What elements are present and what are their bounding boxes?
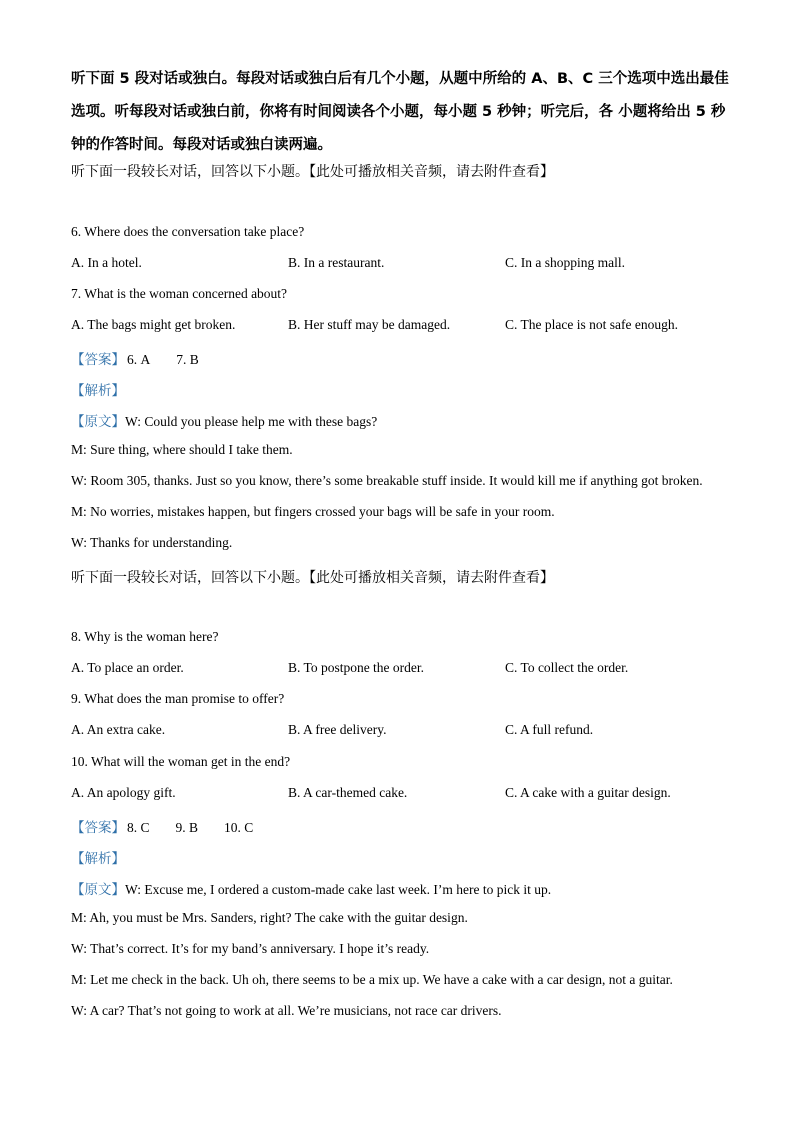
answer-9: 9. B xyxy=(175,820,199,835)
question-6-stem: 6. Where does the conversation take place? xyxy=(71,224,305,239)
section2-transcript-line-2: M: Ah, you must be Mrs. Sanders, right? The cake with the guitar design. xyxy=(71,910,468,925)
section1-transcript-line-4: M: No worries, mistakes happen, but fingers crossed your bags will be safe in your room. xyxy=(71,504,555,519)
section2-analysis xyxy=(71,847,125,868)
question-9-option-c: C. A full refund. xyxy=(505,722,594,737)
transcript-text: W: Could you please help me with these bags? xyxy=(125,414,378,429)
question-7-option-c: C. The place is not safe enough. xyxy=(505,317,678,332)
section1-answers xyxy=(71,348,199,368)
question-6-option-a: A. In a hotel. xyxy=(71,255,142,270)
answer-label: 【答案】 xyxy=(71,352,125,368)
section1-analysis xyxy=(71,379,125,400)
section1-intro: 听下面一段较长对话，回答以下小题。【此处可播放相关音频，请去附件查看】 xyxy=(71,164,554,180)
question-8-option-c: C. To collect the order. xyxy=(505,660,629,675)
question-6-option-b: B. In a restaurant. xyxy=(288,255,385,270)
answer-label: 【答案】 xyxy=(71,820,125,836)
question-6-option-c: C. In a shopping mall. xyxy=(505,255,625,270)
question-8-option-a: A. To place an order. xyxy=(71,660,184,675)
section-instructions: 听下面 5 段对话或独白。每段对话或独白后有几个小题，从题中所给的 A、B、C 三个选项中选出最佳选项。听每段对话或独白前，你将有时间阅读各个小题，每小题 5 秒钟；听完后，各 小题将给出 5 秒钟的作答时间。每段对话或独白读两遍。 xyxy=(71,71,729,153)
question-7-option-a: A. The bags might get broken. xyxy=(71,317,236,332)
section2-transcript-line-5: W: A car? That’s not going to work at all. We’re musicians, not race car drivers. xyxy=(71,1003,502,1018)
section1-transcript-line-5: W: Thanks for understanding. xyxy=(71,535,233,550)
analysis-label: 【解析】 xyxy=(71,851,125,867)
question-10-option-b: B. A car-themed cake. xyxy=(288,785,408,800)
question-8-stem: 8. Why is the woman here? xyxy=(71,629,219,644)
analysis-label: 【解析】 xyxy=(71,383,125,399)
section2-transcript-line-3: W: That’s correct. It’s for my band’s anniversary. I hope it’s ready. xyxy=(71,941,430,956)
section2-answers xyxy=(71,816,253,836)
question-8-option-b: B. To postpone the order. xyxy=(288,660,425,675)
transcript-text: W: Excuse me, I ordered a custom-made cake last week. I’m here to pick it up. xyxy=(125,882,552,897)
answer-8: 8. C xyxy=(127,820,150,835)
original-label: 【原文】 xyxy=(71,414,125,430)
section2-transcript-line-1 xyxy=(71,878,551,898)
section1-transcript-line-2: M: Sure thing, where should I take them. xyxy=(71,442,293,457)
question-10-option-c: C. A cake with a guitar design. xyxy=(505,785,671,800)
question-7-option-b: B. Her stuff may be damaged. xyxy=(288,317,451,332)
section2-transcript-line-4: M: Let me check in the back. Uh oh, there seems to be a mix up. We have a cake with a car design, not a guitar. xyxy=(71,972,673,987)
answer-10: 10. C xyxy=(224,820,254,835)
question-9-option-b: B. A free delivery. xyxy=(288,722,387,737)
answer-6: 6. A xyxy=(127,352,151,367)
answer-7: 7. B xyxy=(176,352,199,367)
question-9-stem: 9. What does the man promise to offer? xyxy=(71,691,285,706)
section2-intro: 听下面一段较长对话，回答以下小题。【此处可播放相关音频，请去附件查看】 xyxy=(71,570,554,586)
question-10-option-a: A. An apology gift. xyxy=(71,785,176,800)
original-label: 【原文】 xyxy=(71,882,125,898)
question-7-stem: 7. What is the woman concerned about? xyxy=(71,286,288,301)
question-9-option-a: A. An extra cake. xyxy=(71,722,166,737)
section1-transcript-line-3: W: Room 305, thanks. Just so you know, there’s some breakable stuff inside. It would kill me if anything got broken. xyxy=(71,473,703,488)
section1-transcript-line-1 xyxy=(71,410,377,430)
question-10-stem: 10. What will the woman get in the end? xyxy=(71,754,291,769)
